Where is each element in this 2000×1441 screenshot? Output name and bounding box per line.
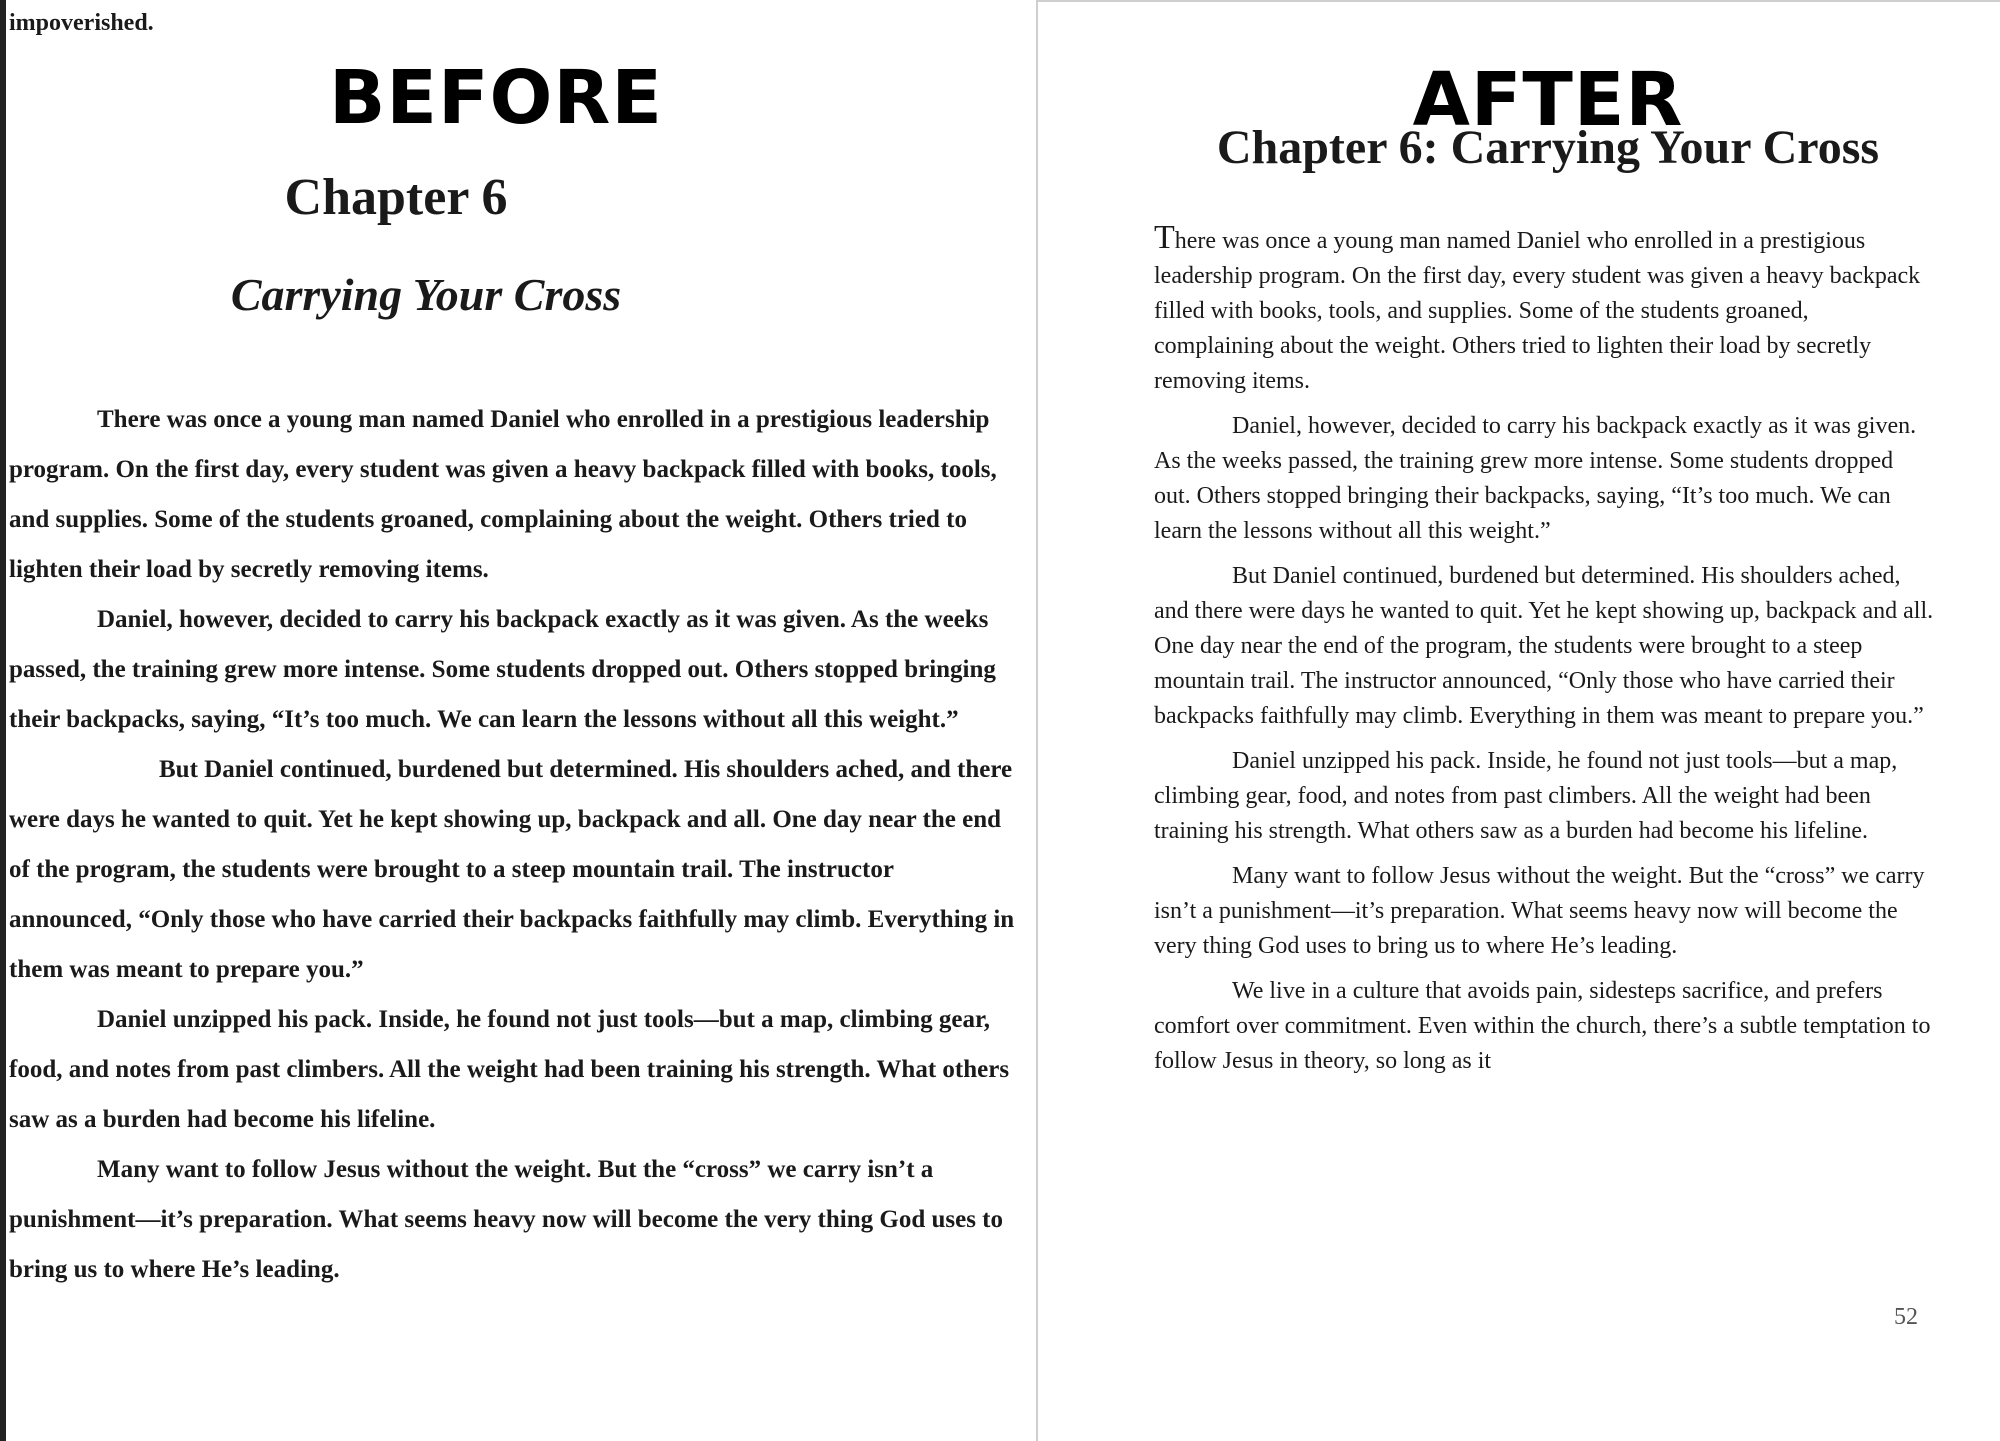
paragraph-text: Daniel, however, decided to carry his backpack exactly as it was given. As the weeks passed, the training grew more intense. Some students dropped out. Others stopped bringing their backpacks, saying, “It’s too much. We can learn the lessons without all this weight.” (9, 606, 996, 733)
paragraph: Many want to follow Jesus without the weight. But the “cross” we carry isn’t a punishment—it’s preparation. What seems heavy now will become the very thing God uses to bring us to where He’s leading. (9, 1156, 1004, 1283)
paragraph: Many want to follow Jesus without the weight. But the “cross” we carry isn’t a punishment—it’s preparation. What seems heavy now will become the very thing God uses to bring us to where He’s leading. (1154, 863, 1925, 959)
paragraph: Daniel, however, decided to carry his backpack exactly as it was given. As the weeks passed, the training grew more intense. Some students dropped out. Others stopped bringing their backpacks, saying, “It’s too much. We can learn the lessons without all this weight.” (1154, 413, 1917, 544)
paragraph (1154, 220, 1934, 399)
after-body-text (1154, 220, 1934, 1089)
carryover-text: impoverished. (9, 10, 154, 36)
before-label: BEFORE (329, 55, 663, 141)
drop-cap: T (1154, 219, 1175, 256)
after-page (1036, 0, 2000, 1441)
paragraph (9, 595, 1019, 995)
paragraph: Daniel unzipped his pack. Inside, he found not just tools—but a map, climbing gear, food, and notes from past climbers. All the weight had been training his strength. What others saw as a burden had become his lifeline. (9, 1006, 1010, 1133)
paragraph: There was once a young man named Daniel who enrolled in a prestigious leadership program. On the first day, every student was given a heavy backpack filled with books, tools, and supplies. Some of the students groaned, complaining about the weight. Others tried to lighten their load by secretly removing items. (9, 406, 997, 583)
chapter-heading: Chapter 6: Carrying Your Cross (1216, 121, 1880, 174)
chapter-subtitle: Carrying Your Cross (230, 269, 622, 320)
paragraph-text: But Daniel continued, burdened but determined. His shoulders ached, and there were days he wanted to quit. Yet he kept showing up, backpack and all. One day near the end of the program, the students were brought to a steep mountain trail. The instructor announced, “Only those who have carried their backpacks faithfully may climb. Everything in them was meant to prepare you.” (9, 756, 1015, 983)
paragraph: We live in a culture that avoids pain, sidesteps sacrifice, and prefers comfort over commitment. Even within the church, there’s a subtle temptation to follow Jesus in theory, so long as it (1154, 978, 1931, 1074)
paragraph-text: here was once a young man named Daniel who enrolled in a prestigious leadership program. On the first day, every student was given a heavy backpack filled with books, tools, and supplies. Some of the students groaned, complaining about the weight. Others tried to lighten their load by secretly removing items. (1154, 228, 1921, 394)
chapter-heading: Chapter 6 (284, 169, 508, 226)
paragraph: Daniel unzipped his pack. Inside, he found not just tools—but a map, climbing gear, food, and notes from past climbers. All the weight had been training his strength. What others saw as a burden had become his lifeline. (1154, 748, 1898, 844)
before-body-text (9, 395, 1019, 1295)
page-number: 52 (1894, 1304, 1918, 1330)
after-label: AFTER (1412, 57, 1684, 143)
paragraph: But Daniel continued, burdened but determined. His shoulders ached, and there were days he wanted to quit. Yet he kept showing up, backpack and all. One day near the end of the program, the students were brought to a steep mountain trail. The instructor announced, “Only those who have carried their backpacks faithfully may climb. Everything in them was meant to prepare you.” (1154, 563, 1934, 729)
